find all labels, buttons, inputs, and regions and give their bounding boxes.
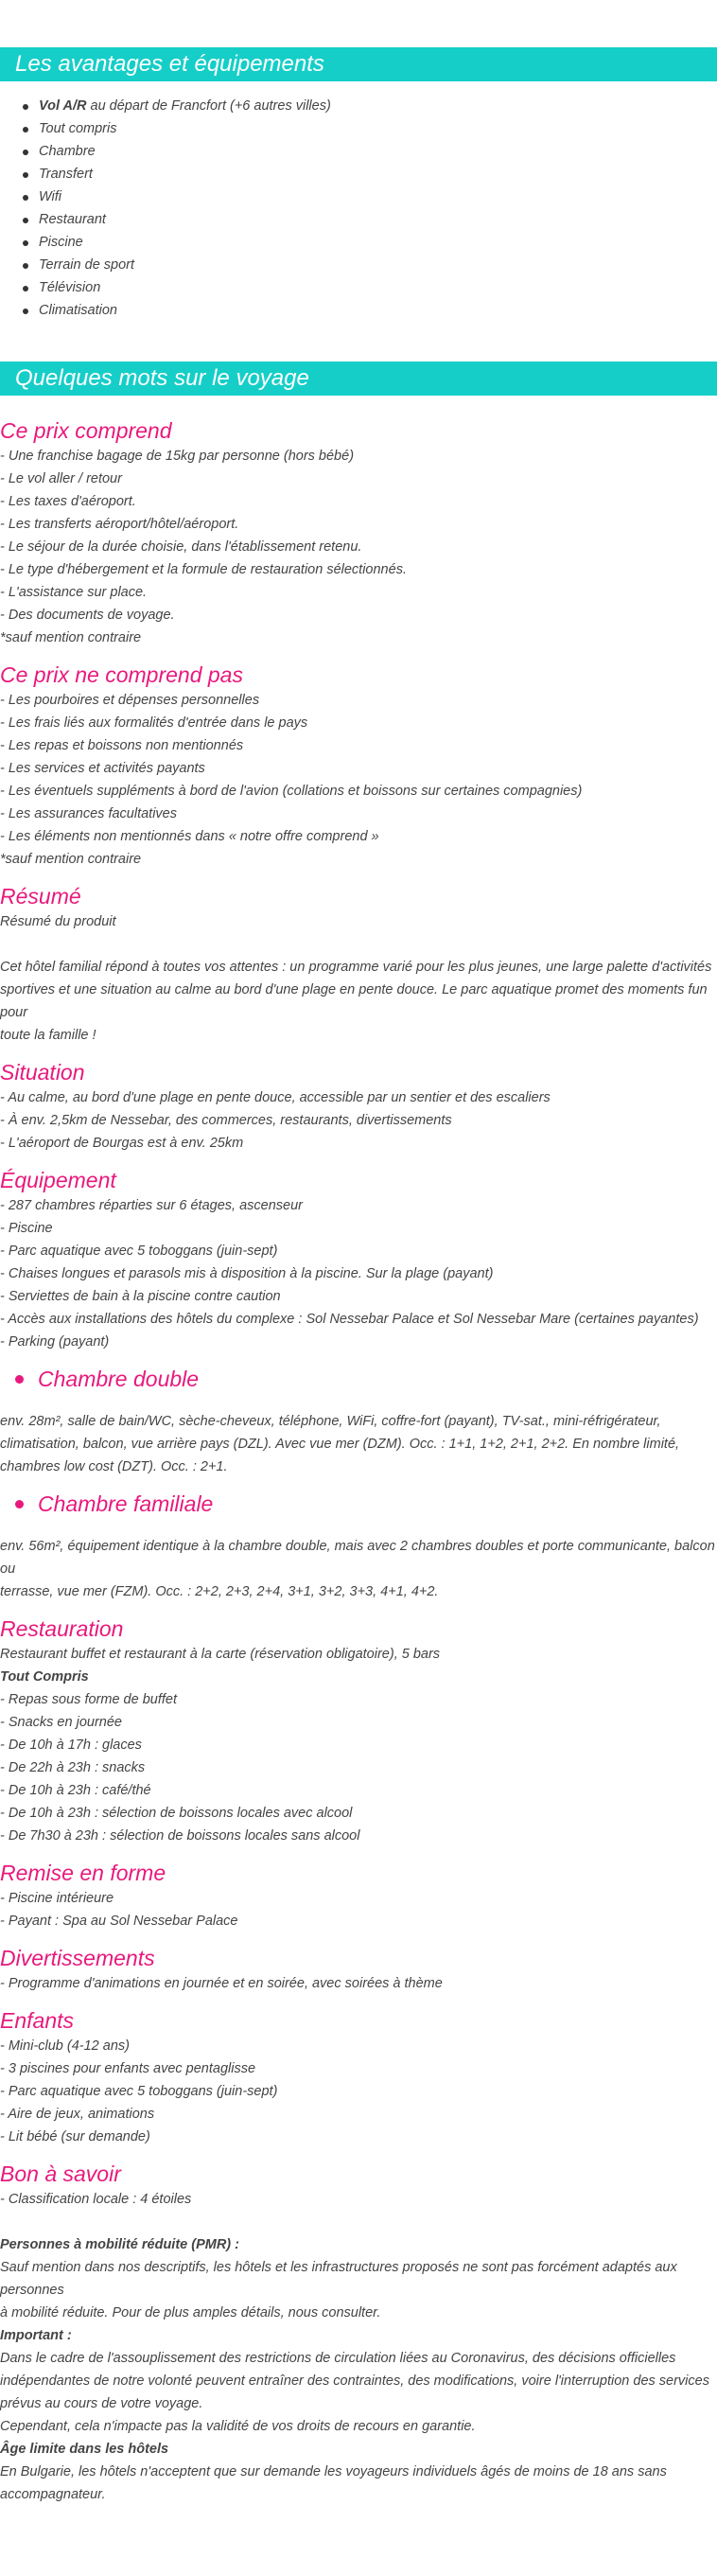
room-family-section [0, 1490, 717, 1603]
important-title: Important : [0, 2328, 72, 2343]
wellness-line: - Payant : Spa au Sol Nessebar Palace [0, 1914, 238, 1929]
important-line: indépendantes de notre volonté peuvent entraîner des contraintes, des modifications, voire l'interruption des services [0, 2373, 709, 2389]
equipment-list [0, 1194, 717, 1353]
advantage-item [0, 163, 717, 185]
kids-section [0, 2006, 717, 2148]
restaurant-line: - Repas sous forme de buffet [0, 1692, 177, 1707]
wellness-section [0, 1859, 717, 1932]
excluded-line: *sauf mention contraire [0, 852, 142, 867]
pmr-line: à mobilité réduite. Pour de plus amples détails, nous consulter. [0, 2305, 381, 2320]
room-double-text [0, 1410, 717, 1478]
restaurant-section [0, 1614, 717, 1847]
included-line: *sauf mention contraire [0, 630, 142, 645]
advantage-item [0, 117, 717, 140]
restaurant-line: - De 10h à 17h : glaces [0, 1738, 142, 1753]
excluded-line: - Les éléments non mentionnés dans « notre offre comprend » [0, 829, 379, 844]
included-line: - Le séjour de la durée choisie, dans l'établissement retenu. [0, 539, 362, 555]
restaurant-intro: Restaurant buffet et restaurant à la carte (réservation obligatoire), 5 bars [0, 1647, 441, 1662]
included-line: - L'assistance sur place. [0, 585, 148, 600]
summary-heading: Résumé [0, 884, 81, 909]
advantage-item [0, 95, 717, 117]
advantage-item [0, 276, 717, 299]
important-line: Cependant, cela n'impacte pas la validité de vos droits de recours en garantie. [0, 2419, 476, 2434]
important-line: prévus au cours de votre voyage. [0, 2396, 203, 2411]
advantage-item-label: Chambre [39, 144, 96, 159]
included-line: - Le vol aller / retour [0, 471, 122, 486]
advantage-item-label: Climatisation [39, 303, 117, 318]
advantage-item-label: Terrain de sport [39, 257, 135, 273]
included-heading: Ce prix comprend [0, 418, 172, 443]
advantage-item-label: Restaurant [39, 212, 106, 227]
advantage-item-label: au départ de Francfort (+6 autres villes) [86, 98, 331, 114]
situation-section [0, 1058, 717, 1155]
summary-line: toute la famille ! [0, 1028, 96, 1043]
included-list [0, 445, 717, 649]
advantage-item-label: Wifi [39, 189, 62, 204]
summary-subtitle: Résumé du produit [0, 914, 116, 929]
entertainment-heading: Divertissements [0, 1946, 155, 1970]
kids-line: - Parc aquatique avec 5 toboggans (juin-sept) [0, 2084, 278, 2099]
equipment-line: - Parking (payant) [0, 1334, 110, 1350]
restaurant-line: - Snacks en journée [0, 1715, 122, 1730]
excluded-line: - Les pourboires et dépenses personnelles [0, 693, 260, 708]
important-line: Dans le cadre de l'assouplissement des restrictions de circulation liées au Coronavirus, des décisions officielles [0, 2351, 676, 2366]
kids-line: - Aire de jeux, animations [0, 2107, 155, 2122]
classification: - Classification locale : 4 étoiles [0, 2192, 192, 2207]
equipment-heading: Équipement [0, 1168, 116, 1192]
wellness-line: - Piscine intérieure [0, 1891, 114, 1906]
summary-line: Cet hôtel familial répond à toutes vos attentes : un programme varié pour les plus jeunes, une large palette d'activités [0, 960, 712, 975]
restaurant-line: - De 10h à 23h : café/thé [0, 1783, 151, 1798]
pmr-title: Personnes à mobilité réduite (PMR) : [0, 2237, 239, 2252]
summary-text [0, 956, 717, 1047]
room-family-heading: Chambre familiale [0, 1490, 717, 1518]
entertainment-list [0, 1972, 717, 1995]
advantage-item [0, 208, 717, 231]
excluded-line: - Les assurances facultatives [0, 806, 177, 821]
good-to-know-section [0, 2160, 717, 2506]
good-to-know-heading: Bon à savoir [0, 2161, 121, 2186]
advantage-item-bold: Vol A/R [39, 98, 87, 114]
advantage-item [0, 254, 717, 276]
included-line: - Des documents de voyage. [0, 608, 175, 623]
kids-list [0, 2035, 717, 2148]
included-line: - Une franchise bagage de 15kg par personne (hors bébé) [0, 449, 355, 464]
advantage-item [0, 185, 717, 208]
room-family-line: env. 56m², équipement identique à la chambre double, mais avec 2 chambres doubles et porte communicante, balcon ou [0, 1539, 715, 1577]
included-section [0, 416, 717, 649]
age-title: Âge limite dans les hôtels [0, 2442, 169, 2457]
advantage-item-label: Piscine [39, 235, 83, 250]
advantages-banner: Les avantages et équipements [0, 47, 717, 81]
situation-list [0, 1086, 717, 1155]
excluded-section [0, 661, 717, 871]
included-line: - Les transferts aéroport/hôtel/aéroport. [0, 517, 239, 532]
excluded-line: - Les services et activités payants [0, 761, 205, 776]
situation-line: - Au calme, au bord d'une plage en pente douce, accessible par un sentier et des escaliers [0, 1090, 551, 1105]
room-double-heading: Chambre double [0, 1365, 717, 1393]
restaurant-heading: Restauration [0, 1616, 124, 1641]
equipment-section [0, 1166, 717, 1353]
summary-line: sportives et une situation au calme au bord d'une plage en pente douce. Le parc aquatique promet des moments fun pour [0, 982, 708, 1020]
advantage-item [0, 140, 717, 163]
wellness-heading: Remise en forme [0, 1861, 166, 1885]
important-text [0, 2347, 717, 2438]
included-line: - Les taxes d'aéroport. [0, 494, 136, 509]
restaurant-line: - De 22h à 23h : snacks [0, 1760, 146, 1775]
excluded-line: - Les repas et boissons non mentionnés [0, 738, 244, 753]
kids-line: - Mini-club (4-12 ans) [0, 2038, 130, 2054]
summary-section [0, 882, 717, 1047]
excluded-line: - Les frais liés aux formalités d'entrée dans le pays [0, 715, 308, 731]
equipment-line: - Serviettes de bain à la piscine contre caution [0, 1289, 281, 1304]
situation-line: - L'aéroport de Bourgas est à env. 25km [0, 1136, 244, 1151]
room-double-line: env. 28m², salle de bain/WC, sèche-cheveux, téléphone, WiFi, coffre-fort (payant), TV-sat., mini-réfrigérateur, [0, 1414, 661, 1429]
kids-heading: Enfants [0, 2008, 74, 2033]
equipment-line: - Accès aux installations des hôtels du complexe : Sol Nessebar Palace et Sol Nessebar Mare (certaines payantes) [0, 1312, 699, 1327]
restaurant-line: - De 7h30 à 23h : sélection de boissons locales sans alcool [0, 1828, 360, 1844]
room-double-line: climatisation, balcon, vue arrière pays (DZL). Avec vue mer (DZM). Occ. : 1+1, 1+2, 2+1, 2+2. En nombre limité, [0, 1437, 680, 1452]
wellness-list [0, 1887, 717, 1932]
restaurant-bold: Tout Compris [0, 1669, 89, 1685]
age-text [0, 2461, 717, 2506]
age-line: accompagnateur. [0, 2487, 106, 2502]
excluded-heading: Ce prix ne comprend pas [0, 662, 243, 687]
pmr-text [0, 2256, 717, 2324]
equipment-line: - Chaises longues et parasols mis à disposition à la piscine. Sur la plage (payant) [0, 1266, 494, 1281]
included-line: - Le type d'hébergement et la formule de restauration sélectionnés. [0, 562, 407, 577]
pmr-line: Sauf mention dans nos descriptifs, les hôtels et les infrastructures proposés ne sont pas forcément adaptés aux personnes [0, 2260, 677, 2298]
room-family-line: terrasse, vue mer (FZM). Occ. : 2+2, 2+3, 2+4, 3+1, 3+2, 3+3, 4+1, 4+2. [0, 1584, 439, 1599]
age-line: En Bulgarie, les hôtels n'acceptent que sur demande les voyageurs individuels âgés de moins de 18 ans sans [0, 2464, 667, 2479]
room-double-line: chambres low cost (DZT). Occ. : 2+1. [0, 1459, 228, 1474]
advantage-item [0, 231, 717, 254]
restaurant-line: - De 10h à 23h : sélection de boissons locales avec alcool [0, 1806, 353, 1821]
room-family-text [0, 1535, 717, 1603]
equipment-line: - Piscine [0, 1221, 53, 1236]
excluded-line: - Les éventuels suppléments à bord de l'avion (collations et boissons sur certaines compagnies) [0, 784, 583, 799]
situation-heading: Situation [0, 1060, 85, 1085]
entertainment-section [0, 1944, 717, 1995]
trip-banner: Quelques mots sur le voyage [0, 362, 717, 396]
advantage-item [0, 299, 717, 322]
advantages-list [0, 95, 717, 322]
entertainment-line: - Programme d'animations en journée et en soirée, avec soirées à thème [0, 1976, 443, 1991]
equipment-line: - 287 chambres réparties sur 6 étages, ascenseur [0, 1198, 303, 1213]
restaurant-list [0, 1688, 717, 1847]
kids-line: - 3 piscines pour enfants avec pentaglisse [0, 2061, 256, 2076]
situation-line: - À env. 2,5km de Nessebar, des commerces, restaurants, divertissements [0, 1113, 452, 1128]
excluded-list [0, 689, 717, 871]
room-double-section [0, 1365, 717, 1478]
equipment-line: - Parc aquatique avec 5 toboggans (juin-sept) [0, 1244, 278, 1259]
kids-line: - Lit bébé (sur demande) [0, 2129, 150, 2144]
advantage-item-label: Télévision [39, 280, 101, 295]
advantage-item-label: Tout compris [39, 121, 117, 136]
advantage-item-label: Transfert [39, 167, 93, 182]
